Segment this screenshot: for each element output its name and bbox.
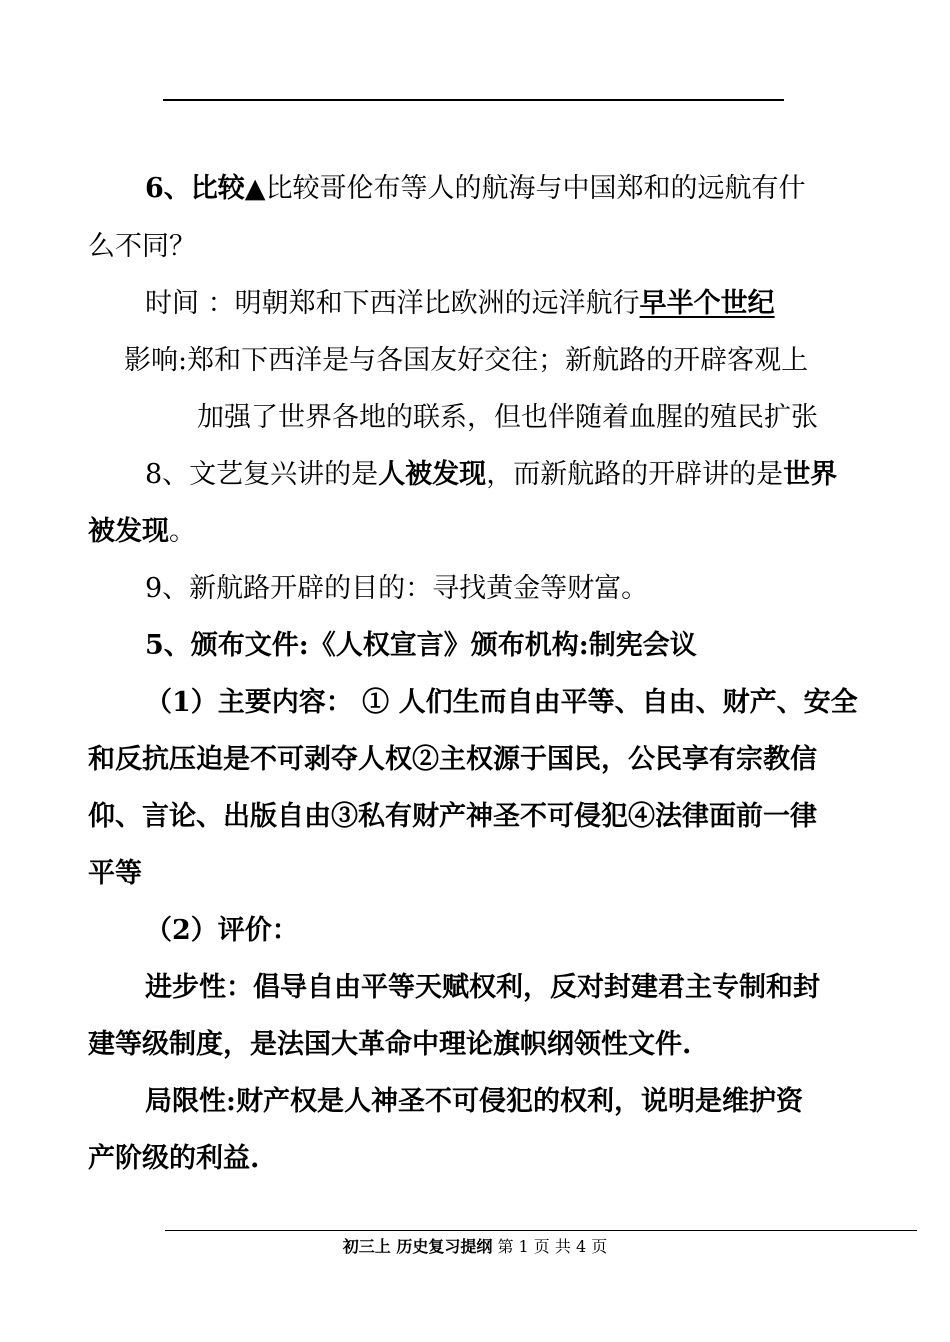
- q6-time-label: 时间 ：明朝郑和下西洋比欧洲的远洋航行: [145, 288, 640, 319]
- q6-impact-line1: 影响:郑和下西洋是与各国友好交往；新航路的开辟客观上: [124, 345, 809, 376]
- q6-line1: [145, 171, 806, 207]
- q8-part1: 8、文艺复兴讲的是: [145, 459, 379, 490]
- q6-time-line: [145, 286, 775, 322]
- footer-page-info: 第 1 页 共 4 页: [497, 1237, 608, 1256]
- q8-bold2a: 世界: [783, 459, 838, 490]
- page-footer: [0, 1237, 950, 1257]
- q8-bold2b: 被发现: [88, 516, 169, 547]
- triangle-icon: ▲: [244, 173, 266, 204]
- q6-line2: 么不同？: [88, 231, 196, 262]
- q5-content-line1: （1）主要内容： ① 人们生而自由平等、自由、财产、安全: [145, 687, 858, 718]
- q8-line1: [145, 457, 837, 493]
- q6-impact-line2: 加强了世界各地的联系，但也伴随着血腥的殖民扩张: [197, 402, 818, 433]
- q5-content-line4: 平等: [88, 858, 142, 889]
- q5-eval-heading: （2）评价：: [145, 915, 299, 946]
- q5-limit-line2: 产阶级的利益.: [88, 1143, 260, 1174]
- q6-prefix: 6、比较: [145, 173, 245, 204]
- q8-part2: ，而新航路的开辟讲的是: [486, 459, 784, 490]
- q5-progress-line2: 建等级制度，是法国大革命中理论旗帜纲领性文件.: [88, 1029, 692, 1060]
- q5-content-line2: 和反抗压迫是不可剥夺人权②主权源于国民，公民享有宗教信: [88, 744, 817, 775]
- q8-bold1: 人被发现: [378, 459, 487, 490]
- q9-line: 9、新航路开辟的目的：寻找黄金等财富。: [145, 573, 649, 604]
- q6-question-text: 比较哥伦布等人的航海与中国郑和的远航有什: [265, 173, 806, 204]
- header-rule: [163, 99, 784, 101]
- q8-line2: [88, 514, 196, 550]
- q5-heading: 5、颁布文件:《人权宣言》颁布机构:制宪会议: [145, 630, 697, 661]
- q6-time-emphasis: 早半个世纪: [639, 288, 775, 319]
- q5-progress-line1: 进步性：倡导自由平等天赋权利，反对封建君主专制和封: [145, 972, 820, 1003]
- footer-rule: [165, 1230, 917, 1231]
- q5-content-line3: 仰、言论、出版自由③私有财产神圣不可侵犯④法律面前一律: [88, 801, 817, 832]
- footer-title: 初三上 历史复习提纲: [342, 1237, 493, 1256]
- q5-limit-line1: 局限性:财产权是人神圣不可侵犯的权利，说明是维护资: [145, 1086, 803, 1117]
- q8-end: 。: [169, 516, 196, 547]
